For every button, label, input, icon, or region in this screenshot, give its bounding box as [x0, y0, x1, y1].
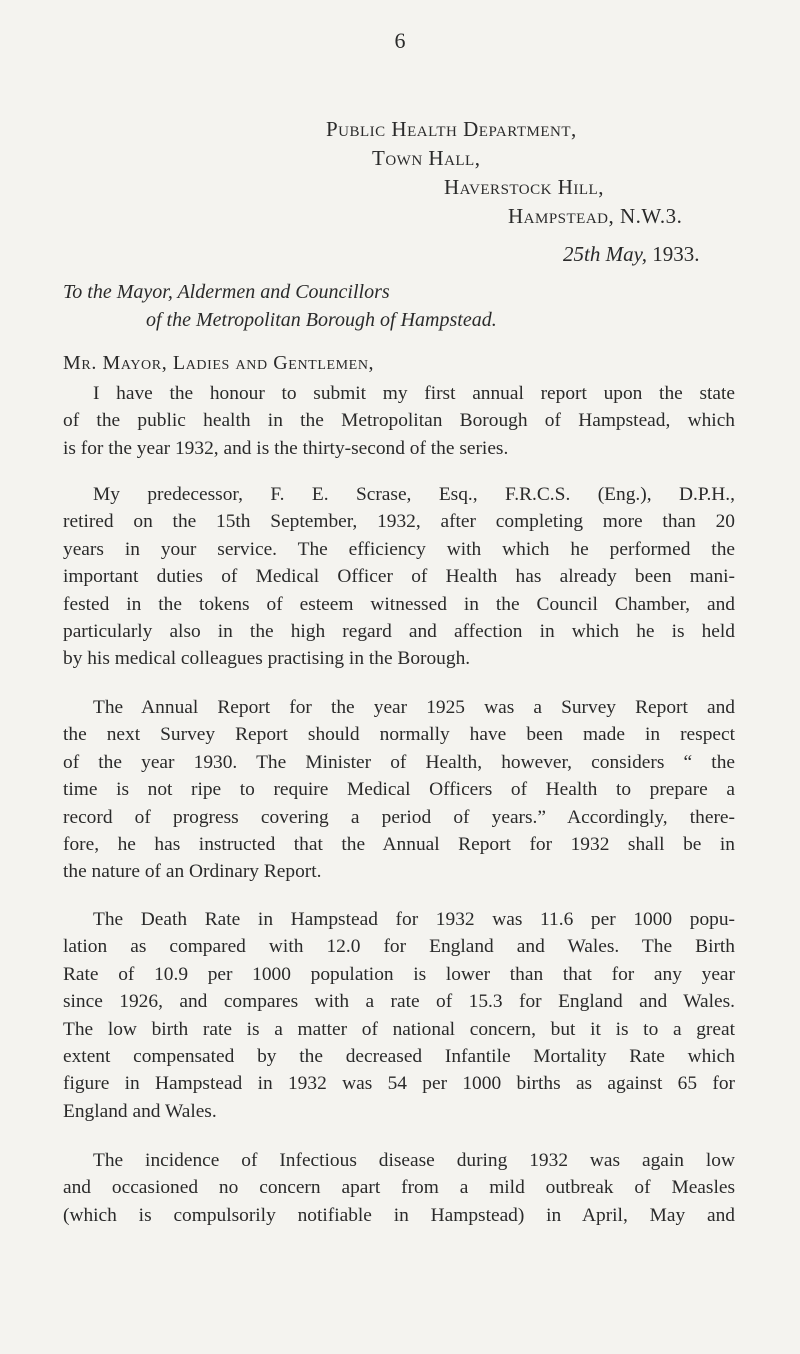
- paragraph-line: The Annual Report for the year 1925 was a Survey Report and: [93, 697, 735, 718]
- salutation: Mr. Mayor, Ladies and Gentlemen,: [63, 352, 375, 374]
- address-line-town-hall: Town Hall,: [372, 146, 481, 170]
- paragraph-line: figure in Hampstead in 1932 was 54 per 1000 births as against 65 for: [63, 1073, 735, 1095]
- address-line-street: Haverstock Hill,: [444, 175, 604, 199]
- paragraph-line: is for the year 1932, and is the thirty-second of the series.: [63, 437, 509, 459]
- letter-date: [563, 242, 700, 267]
- paragraph-line: extent compensated by the decreased Infantile Mortality Rate which: [63, 1046, 735, 1068]
- paragraph-line: time is not ripe to require Medical Officers of Health to prepare a: [63, 779, 735, 801]
- paragraph-line: of the public health in the Metropolitan Borough of Hampstead, which: [63, 410, 735, 432]
- paragraph-line: fore, he has instructed that the Annual Report for 1932 shall be in: [63, 834, 735, 856]
- paragraph-line: by his medical colleagues practising in the Borough.: [63, 648, 471, 670]
- paragraph-survey-report: [63, 694, 735, 886]
- paragraph-rates: [63, 906, 735, 1125]
- address-postal-district: N.W.3.: [620, 204, 683, 228]
- addressee-line-2: of the Metropolitan Borough of Hampstead.: [146, 309, 497, 331]
- paragraph-line: I have the honour to submit my first annual report upon the state: [93, 383, 735, 404]
- paragraph-line: years in your service. The efficiency with which he performed the: [63, 538, 735, 560]
- paragraph-line: since 1926, and compares with a rate of 15.3 for England and Wales.: [63, 991, 735, 1013]
- paragraph-line: My predecessor, F. E. Scrase, Esq., F.R.C.S. (Eng.), D.P.H.,: [93, 484, 735, 505]
- paragraph-line: and occasioned no concern apart from a mild outbreak of Measles: [63, 1177, 735, 1199]
- paragraph-line: particularly also in the high regard and affection in which he is held: [63, 621, 735, 643]
- date-year: 1933.: [652, 242, 700, 266]
- paragraph-predecessor: [63, 481, 735, 673]
- date-day-month: 25th May,: [563, 242, 647, 266]
- paragraph-line: record of progress covering a period of years.” Accordingly, there-: [63, 806, 735, 828]
- paragraph-intro: [63, 380, 735, 462]
- address-line-department: Public Health Department,: [326, 117, 577, 141]
- addressee-line-1: To the Mayor, Aldermen and Councillors: [63, 281, 390, 303]
- paragraph-line: the next Survey Report should normally have been made in respect: [63, 724, 735, 746]
- paragraph-line: lation as compared with 12.0 for England and Wales. The Birth: [63, 936, 735, 958]
- address-line-borough: [508, 204, 682, 229]
- paragraph-line: The incidence of Infectious disease during 1932 was again low: [93, 1150, 735, 1171]
- paragraph-line: The low birth rate is a matter of national concern, but it is to a great: [63, 1018, 735, 1040]
- paragraph-line: fested in the tokens of esteem witnessed in the Council Chamber, and: [63, 593, 735, 615]
- paragraph-line: (which is compulsorily notifiable in Hampstead) in April, May and: [63, 1204, 735, 1226]
- page-number: 6: [394, 28, 406, 53]
- paragraph-line: important duties of Medical Officer of Health has already been mani-: [63, 566, 735, 588]
- paragraph-line: of the year 1930. The Minister of Health, however, considers “ the: [63, 751, 735, 773]
- paragraph-line: The Death Rate in Hampstead for 1932 was 11.6 per 1000 popu-: [93, 909, 735, 930]
- paragraph-infectious-disease: [63, 1147, 735, 1229]
- paragraph-line: Rate of 10.9 per 1000 population is lower than that for any year: [63, 963, 735, 985]
- address-borough-name: Hampstead,: [508, 204, 615, 228]
- paragraph-line: England and Wales.: [63, 1100, 217, 1122]
- paragraph-line: retired on the 15th September, 1932, after completing more than 20: [63, 511, 735, 533]
- paragraph-line: the nature of an Ordinary Report.: [63, 861, 322, 883]
